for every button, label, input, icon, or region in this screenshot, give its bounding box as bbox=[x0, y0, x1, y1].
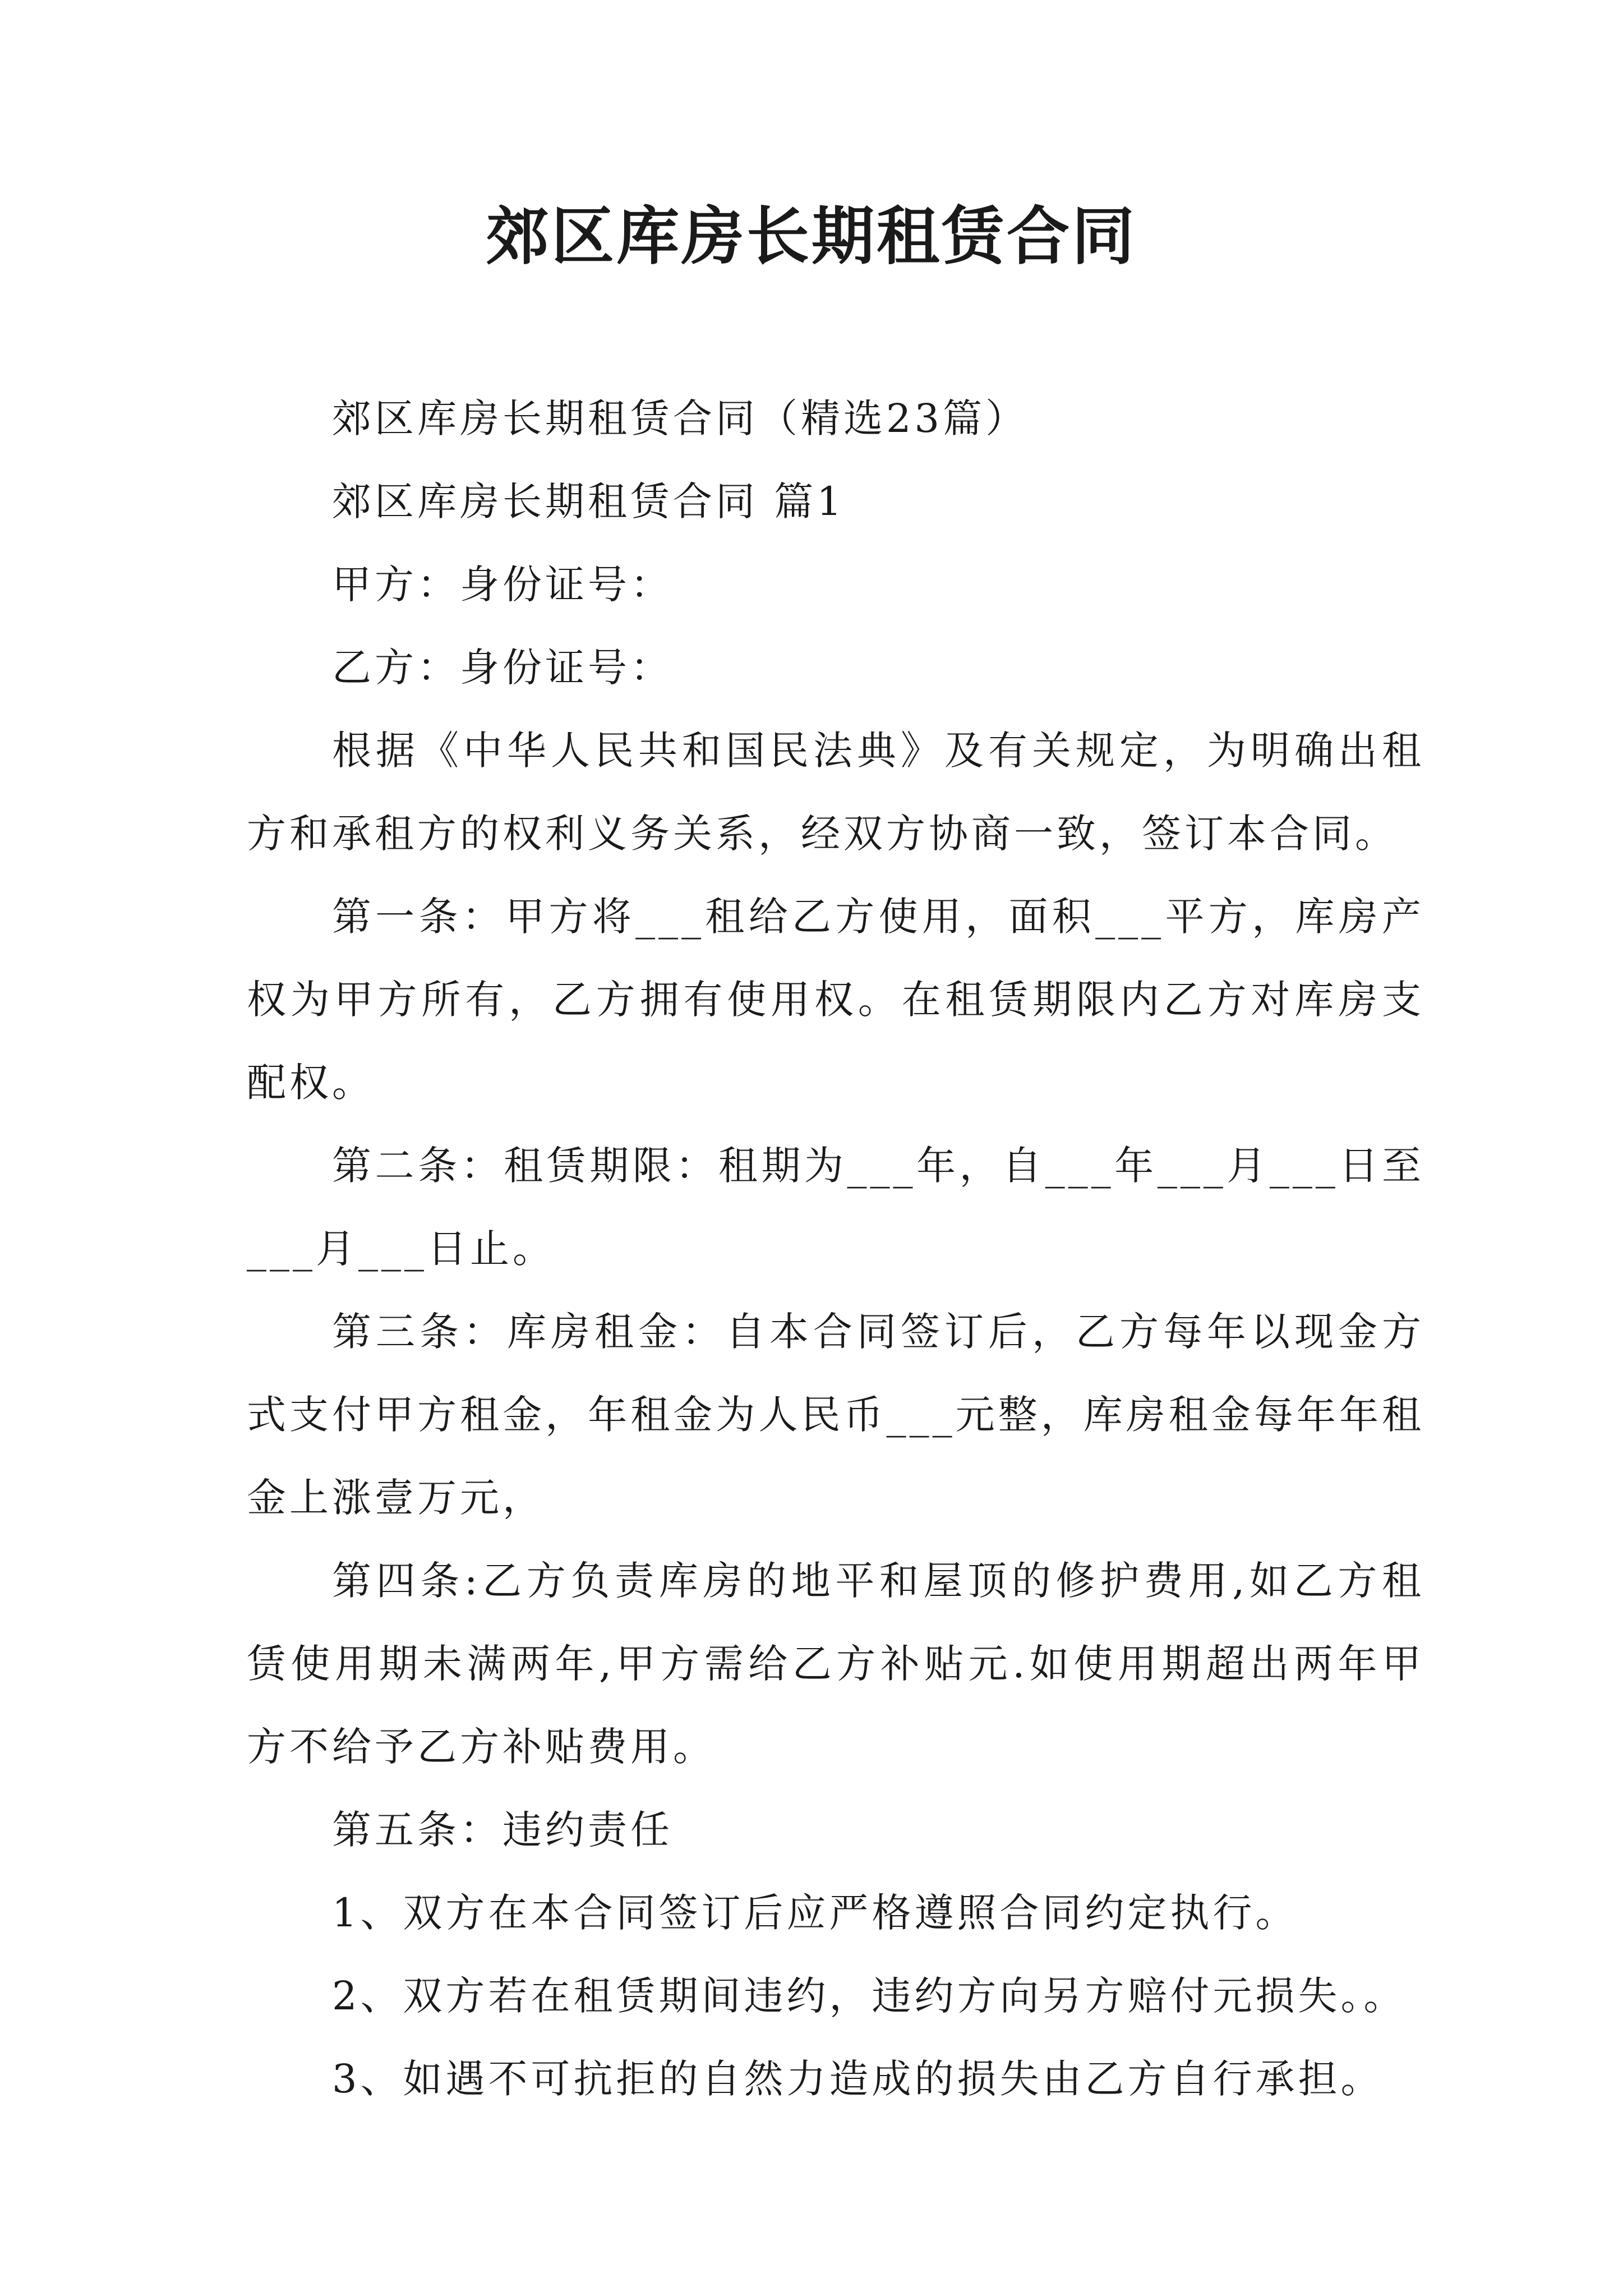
article-3: 第三条：库房租金：自本合同签订后，乙方每年以现金方式支付甲方租金，年租金为人民币___元整，库房租金每年年租金上涨壹万元， bbox=[247, 1309, 1424, 1521]
section-heading: 郊区库房长期租赁合同 篇1 bbox=[332, 478, 845, 524]
contract-subtitle: 郊区库房长期租赁合同（精选23篇） bbox=[332, 395, 1029, 441]
document-body bbox=[247, 377, 1424, 2120]
article-4: 第四条:乙方负责库房的地平和屋顶的修护费用,如乙方租赁使用期未满两年,甲方需给乙方补贴元.如使用期超出两年甲方不给予乙方补贴费用。 bbox=[247, 1558, 1424, 1770]
article-5-item-2: 2、双方若在租赁期间违约，违约方向另方赔付元损失。。 bbox=[332, 1973, 1407, 2019]
article-1: 第一条：甲方将___租给乙方使用，面积___平方，库房产权为甲方所有，乙方拥有使用权。在租赁期限内乙方对库房支配权。 bbox=[247, 894, 1424, 1106]
article-5-heading: 第五条：违约责任 bbox=[332, 1807, 673, 1853]
article-5-item-3: 3、如遇不可抗拒的自然力造成的损失由乙方自行承担。 bbox=[332, 2056, 1384, 2102]
preamble-paragraph: 根据《中华人民共和国民法典》及有关规定，为明确出租方和承租方的权利义务关系，经双方协商一致，签订本合同。 bbox=[247, 728, 1424, 857]
party-a-line: 甲方：身份证号： bbox=[332, 562, 673, 608]
article-5-item-1: 1、双方在本合同签订后应严格遵照合同约定执行。 bbox=[332, 1890, 1298, 1936]
article-2: 第二条：租赁期限：租期为___年，自___年___月___日至___月___日止。 bbox=[247, 1143, 1424, 1272]
document-title: 郊区库房长期租赁合同 bbox=[486, 200, 1137, 273]
party-b-line: 乙方：身份证号： bbox=[332, 645, 673, 691]
